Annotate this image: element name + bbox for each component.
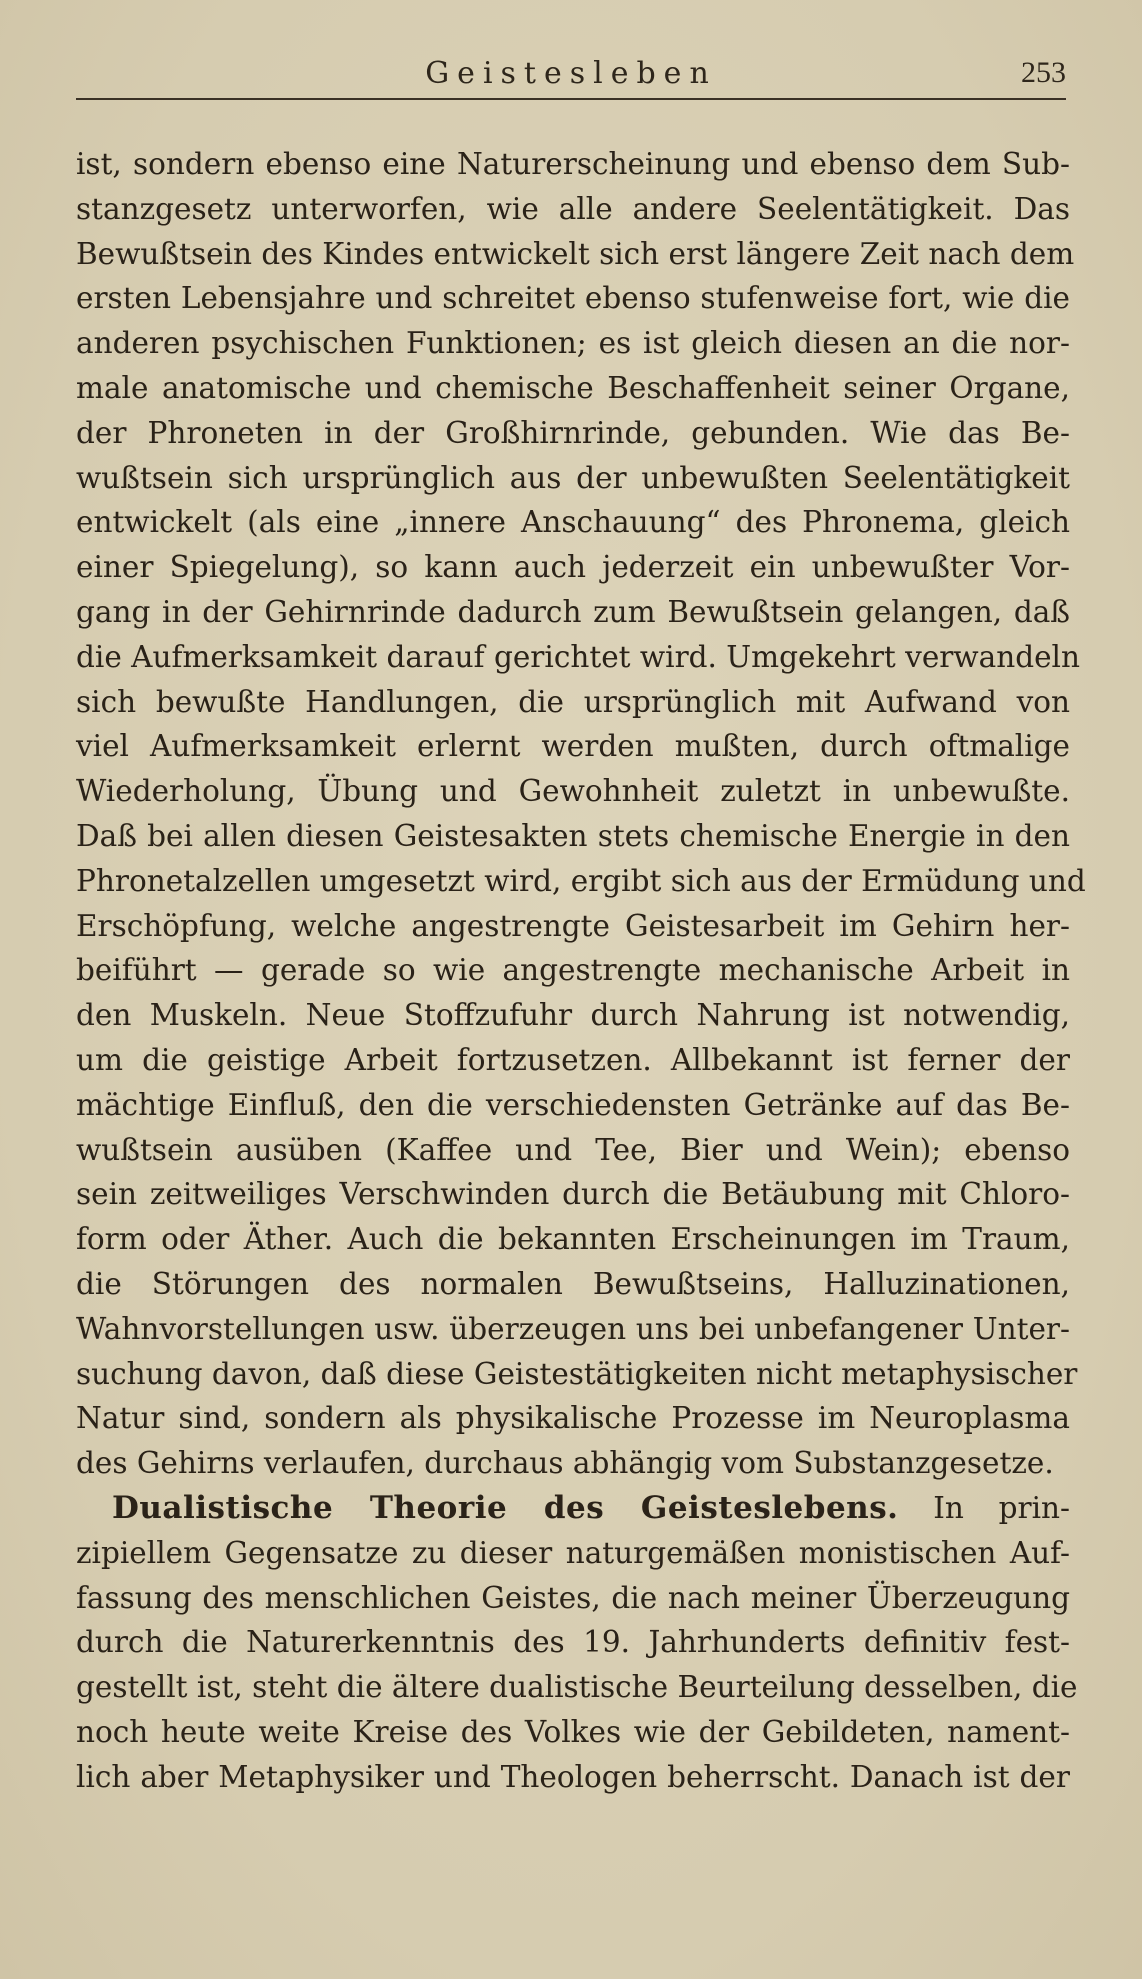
text-line: entwickelt (als eine „innere Anschauung“ des Phronema, gleich [76, 505, 1070, 540]
body-text [76, 142, 1086, 1799]
text-line: viel Aufmerksamkeit erlernt werden mußten, durch oftmalige [76, 729, 1070, 764]
text-line: sein zeitweiliges Verschwinden durch die Betäubung mit Chloro- [76, 1177, 1070, 1212]
running-title: Geistesleben [425, 56, 717, 91]
text-line: form oder Äther. Auch die bekannten Erscheinungen im Traum, [76, 1222, 1070, 1257]
text-line: einer Spiegelung), so kann auch jederzeit ein unbewußter Vor- [76, 550, 1070, 585]
page-header [76, 52, 1066, 100]
text-line: Wahnvorstellungen usw. überzeugen uns bei unbefangener Unter- [76, 1311, 1070, 1346]
section-heading: Dualistische Theorie des Geisteslebens. [112, 1489, 899, 1526]
text-line: der Phroneten in der Großhirnrinde, gebunden. Wie das Be- [76, 415, 1070, 450]
text-line: gestellt ist, steht die ältere dualistische Beurteilung desselben, die [76, 1670, 1078, 1705]
paragraph-monistic-view [76, 142, 1086, 1486]
text-line: Daß bei allen diesen Geistesakten stets chemische Energie in den [76, 818, 1070, 853]
paragraph-dualistic-theory [76, 1486, 1078, 1800]
page-number: 253 [1021, 56, 1066, 89]
text-line: Phronetalzellen umgesetzt wird, ergibt sich aus der Ermüdung und [76, 863, 1086, 898]
text-line: zipiellem Gegensatze zu dieser naturgemäßen monistischen Auf- [76, 1535, 1070, 1570]
text-line: stanzgesetz unterworfen, wie alle andere Seelentätigkeit. Das [76, 191, 1070, 226]
text-line: Bewußtsein des Kindes entwickelt sich erst längere Zeit nach dem [76, 236, 1075, 271]
text-line: die Aufmerksamkeit darauf gerichtet wird. Umgekehrt verwandeln [76, 639, 1080, 674]
text-line: durch die Naturerkenntnis des 19. Jahrhunderts definitiv fest- [76, 1625, 1070, 1660]
text-line: wußtsein ausüben (Kaffee und Tee, Bier und Wein); ebenso [76, 1132, 1070, 1167]
text-line: Erschöpfung, welche angestrengte Geistesarbeit im Gehirn her- [76, 908, 1070, 943]
text-line: sich bewußte Handlungen, die ursprünglich mit Aufwand von [76, 684, 1070, 719]
text-line: wußtsein sich ursprünglich aus der unbewußten Seelentätigkeit [76, 460, 1070, 495]
text-line: suchung davon, daß diese Geistestätigkeiten nicht metaphysischer [76, 1356, 1078, 1391]
text-line: des Gehirns verlaufen, durchaus abhängig vom Substanzgesetze. [76, 1446, 1054, 1481]
text-line: den Muskeln. Neue Stoffzufuhr durch Nahrung ist notwendig, [76, 998, 1070, 1033]
text-line: anderen psychischen Funktionen; es ist gleich diesen an die nor- [76, 326, 1070, 361]
text-line: fassung des menschlichen Geistes, die nach meiner Überzeugung [76, 1580, 1070, 1615]
text-line: lich aber Metaphysiker und Theologen beherrscht. Danach ist der [76, 1759, 1070, 1794]
text-line: um die geistige Arbeit fortzusetzen. Allbekannt ist ferner der [76, 1042, 1070, 1077]
text-line [76, 1486, 1070, 1531]
text-line: Wiederholung, Übung und Gewohnheit zuletzt in unbewußte. [76, 774, 1070, 809]
text-line: noch heute weite Kreise des Volkes wie der Gebildeten, nament- [76, 1714, 1070, 1749]
heading-line-rest: In prin- [933, 1490, 1070, 1525]
text-line: male anatomische und chemische Beschaffenheit seiner Organe, [76, 370, 1070, 405]
text-line: ist, sondern ebenso eine Naturerscheinung und ebenso dem Sub- [76, 147, 1070, 181]
text-line: ersten Lebensjahre und schreitet ebenso stufenweise fort, wie die [76, 281, 1070, 316]
text-line: mächtige Einfluß, den die verschiedensten Getränke auf das Be- [76, 1087, 1070, 1122]
text-line: die Störungen des normalen Bewußtseins, Halluzinationen, [76, 1266, 1070, 1301]
text-line: beiführt — gerade so wie angestrengte mechanische Arbeit in [76, 953, 1070, 988]
text-line: Natur sind, sondern als physikalische Prozesse im Neuroplasma [76, 1401, 1070, 1436]
text-line: gang in der Gehirnrinde dadurch zum Bewußtsein gelangen, daß [76, 594, 1070, 629]
